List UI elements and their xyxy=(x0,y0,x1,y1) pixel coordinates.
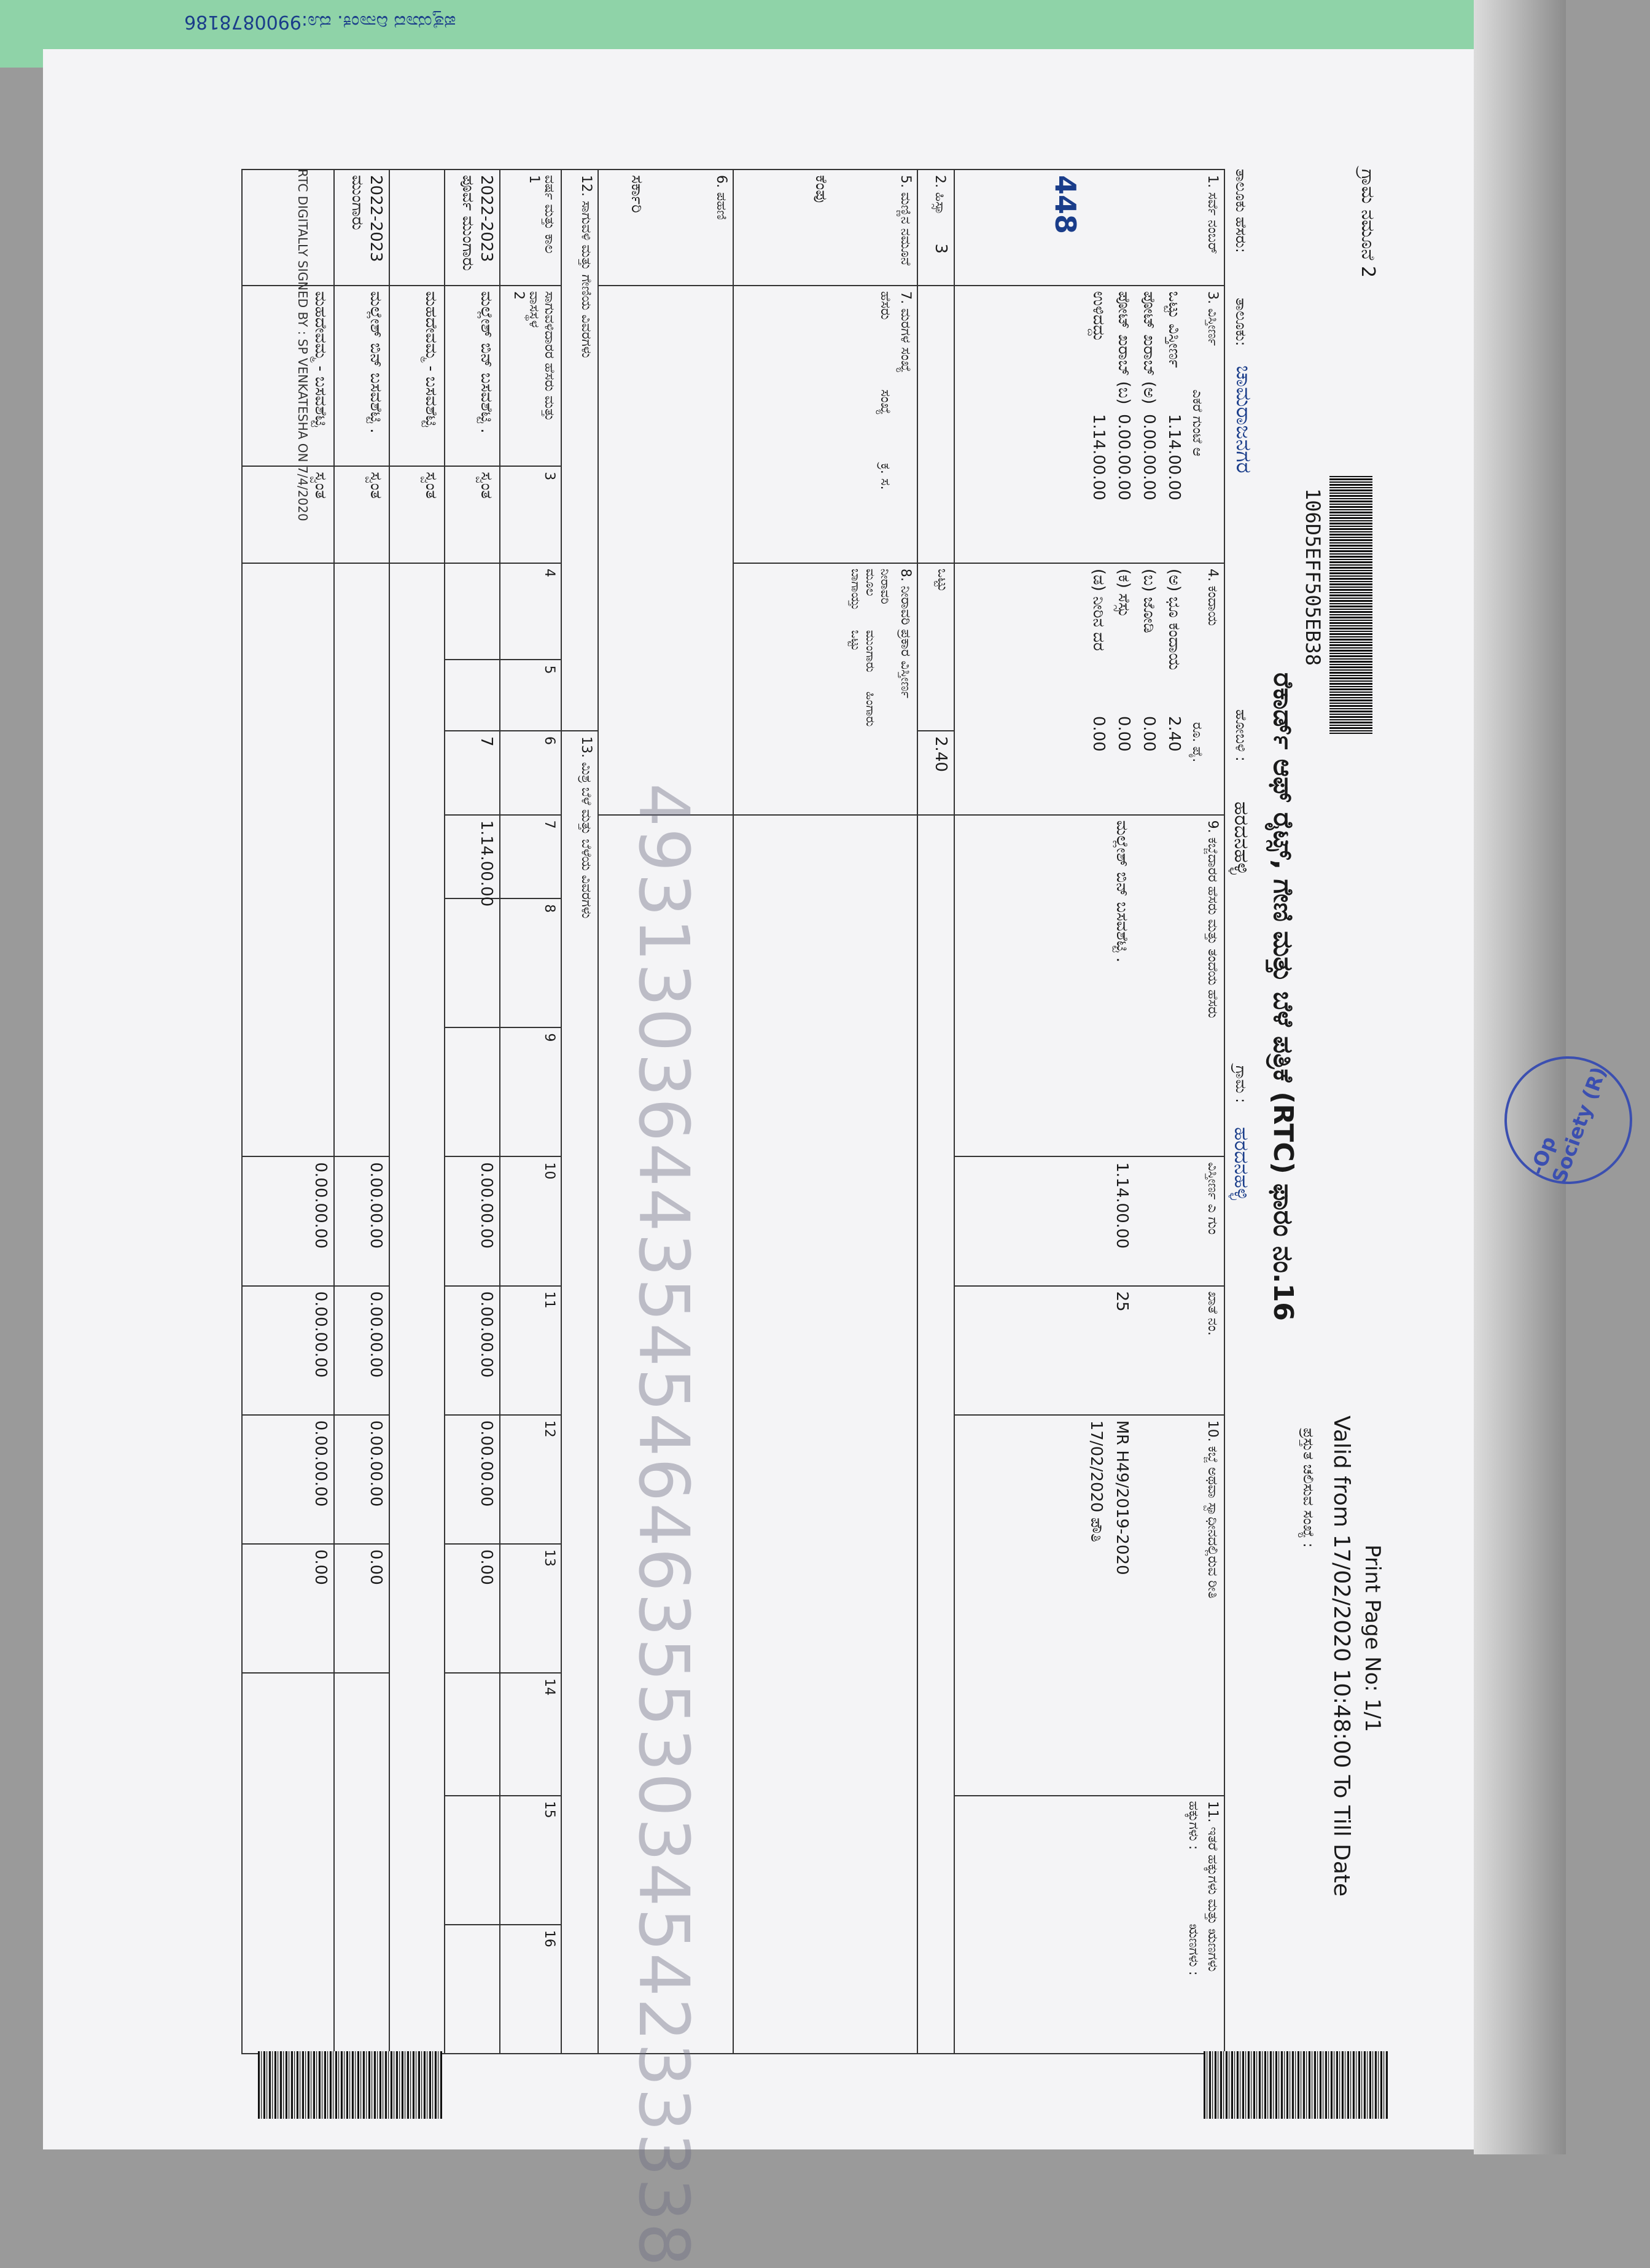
qr-code-right xyxy=(1204,2051,1388,2119)
revenue-cell: 4. ಕಂದಾಯ ರೂ. ಪೈ. (ಅ) ಭೂ ಕಂದಾಯ2.40 (ಬ) ಜೋಡಿ0.00 (ಕ) ಸೆಸ್ಸು0.00 (ಡ) ನೀರಿನ ದರ0.00 xyxy=(954,563,1224,815)
irrigation-cell: 8. ನೀರಾವರಿ ಪ್ರಕಾರ ವಿಸ್ತೀರ್ಣ ನೀರಾವರಿ ಮೂಲಮುಂಗಾರುಹಿಂಗಾರು ಬಾಗಾಯ್ತುಒಟ್ಟು xyxy=(733,563,917,815)
pahani-cell: 6. ಪಹಣಿ ಸರ್ಕಾರಿ xyxy=(598,170,733,286)
document-sheet xyxy=(43,49,1474,2268)
mutation-number: MR H49/2019-2020 xyxy=(1113,1420,1131,1575)
barcode-text: 106D5EFF505EB38 xyxy=(1301,488,1325,666)
owner-area: 1.14.00.00 xyxy=(1113,1162,1131,1249)
qr-code-left xyxy=(258,2051,442,2119)
area-remaining: 1.14.00.00 xyxy=(1089,414,1108,501)
area-cell: 3. ವಿಸ್ತೀರ್ಣ ಎಕರೆ ಗುಂಟೆ ಆ ಒಟ್ಟು ವಿಸ್ತೀರ್ಣ1.14.00.00 ಪೋಟ್ ಖರಾಬ್ (ಅ)0.00.00.00 ಪೋಟ್ ಖರಾಬ್ (ಬ)0.00.00.00 ಉಳಿದದ್ದು1.14.00.00 xyxy=(954,286,1224,563)
rights-cell: 11. ಇತರೆ ಹಕ್ಕುಗಳು ಮತ್ತು ಋಣಗಳು ಹಕ್ಕುಗಳು :ಋಣಗಳು : xyxy=(954,1796,1224,2054)
watermark-number: 493130364435454646355303454233338 xyxy=(623,783,703,2268)
form-title: ರೆಕಾರ್ಡ್ ಆಫ್ ರೈಟ್ಸ್, ಗೇಣಿ ಮತ್ತು ಬೆಳೆ ಪತ್ರಿಕೆ (RTC) ಫಾರಂ ನಂ.16 xyxy=(1267,672,1299,1321)
rtc-table: 1. ಸರ್ವೆ ನಂಬರ್ 448 3. ವಿಸ್ತೀರ್ಣ ಎಕರೆ ಗುಂಟೆ ಆ ಒಟ್ಟು ವಿಸ್ತೀರ್ಣ1.14.00.00 ಪೋಟ್ ಖರಾಬ್ (ಅ)0.00.00.00 ಪೋಟ್ ಖರಾಬ್ (ಬ)0.00.00.00 ಉಳಿದದ್ದು1.14.00.00 4. ಕಂದಾಯ ರೂ. ಪೈ. (ಅ) ಭೂ ಕಂದಾಯ2.40 (ಬ) ಜೋಡಿ0.00 (ಕ) ಸೆಸ್ಸು0.00 (ಡ) ನೀರಿನ ದರ0.00 9. ಕಬ್ಜೆದಾರರ ಹೆಸರು ಮತ್ತು ತಂದೆಯ ಹೆಸರು ಮಲ್ಲೇಶ್ ಬಿನ್ ಬಸವಶೆಟ್ಟಿ . ವಿಸ್ತೀರ್ಣ ಎ ಗುಂ 1.14.00.00 ಖಾತೆ ನಂ. 25 10. ಕಬ್ಜೆ ಅಥವಾ ಸ್ವಾಧೀನದಲ್ಲಿರುವ ರೀತಿ MR H49/2019-2020 17/02/2020 ಪೌತಿ 11. ಇತರೆ ಹಕ್ಕುಗಳು ಮತ್ತು ಋಣಗಳು ಹಕ್ಕುಗಳು :ಋಣಗಳು : 2. ಹಿಸ್ಸಾ 3 ಒಟ್ಟು 2.40 5. ಮಣ್ಣಿನ ನಮೂನೆ ಕೆಂಪು 7. ಮರಗಳ ಸಂಖ್ಯೆ ಹೆಸರುಸಂಖ್ಯೆಕ್ರ. ಸ. 8. ನೀರಾವರಿ ಪ್ರಕಾರ ವಿಸ್ತೀರ್ಣ ನೀರಾವರಿ ಮೂಲಮುಂಗಾರುಹಿಂಗಾರು ಬಾಗಾಯ್ತುಒಟ್ಟು 6. ಪಹಣಿ ಸರ್ಕಾರಿ 12. ಸಾಗುವಳಿ ಮತ್ತು ಗೇಣಿಯ ವಿವರಗಳು 13. ಮಿಶ್ರ ಬೆಳೆ ಮತ್ತು ಬೆಳೆಯ ವಿವರಗಳು ವರ್ಷ ಮತ್ತು ಕಾಲ 1 ಸಾಗುವಳಿದಾರರ ಹೆಸರು ಮತ್ತು ವಾಸಸ್ಥಳ 2 3 4 5 6 7 8 9 10 11 12 13 14 15 16 2022-2023 ಪೂರ್ವ ಮುಂಗಾರು ಮಲ್ಲೇಶ್ ಬಿನ್ ಬಸವಶೆಟ್ಟಿ . ಸ್ವಂತ 7 1.14.00.00 0.00.00.00 0.00.00.00 0.00.00.00 0.00 ಮಹದೇವಮ್ಮ - ಬಸವಶೆಟ್ಟಿ ಸ್ವಂತ 2022-2023 ಮುಂಗಾರು ಮಲ್ಲೇಶ್ ಬಿನ್ ಬಸವಶೆಟ್ಟಿ . ಸ್ವಂತ 0.00.00.00 0.00.00.00 0.00.00.00 0.00 ಮಹದೇವಮ್ಮ - ಬಸವಶೆಟ್ಟಿ ಸ್ವಂತ 0.00.00.00 0.00.00.00 0.00.00.00 0.00 xyxy=(241,169,1225,2054)
grama-value: ಹರದನಹಳ್ಳಿ xyxy=(1230,1127,1253,1201)
revenue-total: 2.40 xyxy=(932,736,950,772)
grama-label: ಗ್ರಾಮ : xyxy=(1232,1066,1250,1104)
owner-cell: 9. ಕಬ್ಜೆದಾರರ ಹೆಸರು ಮತ್ತು ತಂದೆಯ ಹೆಸರು ಮಲ್ಲೇಶ್ ಬಿನ್ ಬಸವಶೆಟ್ಟಿ . xyxy=(954,815,1224,1157)
print-page: Print Page No: 1/1 xyxy=(1360,1545,1385,1732)
crop-row: ಮಹದೇವಮ್ಮ - ಬಸವಶೆಟ್ಟಿ ಸ್ವಂತ xyxy=(389,170,445,2054)
crop-row: 2022-2023 ಪೂರ್ವ ಮುಂಗಾರು ಮಲ್ಲೇಶ್ ಬಿನ್ ಬಸವಶೆಟ್ಟಿ . ಸ್ವಂತ 7 1.14.00.00 0.00.00.00 0.00.00.00 0.00.00.00 0.00 xyxy=(445,170,500,2054)
handwritten-note: ಪತ್ತೆಯಾದ ದಿನಾಂಕ. ದೂ:9900878186 xyxy=(184,11,456,33)
hissa-number: 3 xyxy=(932,243,950,254)
crop-row: 2022-2023 ಮುಂಗಾರು ಮಲ್ಲೇಶ್ ಬಿನ್ ಬಸವಶೆಟ್ಟಿ . ಸ್ವಂತ 0.00.00.00 0.00.00.00 0.00.00.00 0.00 xyxy=(334,170,389,2054)
khata-number: 25 xyxy=(1113,1291,1131,1312)
valid-period: Valid from 17/02/2020 10:48:00 To Till Date xyxy=(1329,1416,1354,1897)
rtc-form xyxy=(286,169,1397,2268)
cultivation-section: 12. ಸಾಗುವಳಿ ಮತ್ತು ಗೇಣಿಯ ವಿವರಗಳು xyxy=(561,170,598,731)
pot-kharab-a: 0.00.00.00 xyxy=(1140,414,1158,501)
survey-number: 448 xyxy=(1049,175,1082,235)
crop-head-row: ವರ್ಷ ಮತ್ತು ಕಾಲ 1 ಸಾಗುವಳಿದಾರರ ಹೆಸರು ಮತ್ತು ವಾಸಸ್ಥಳ 2 3 4 5 6 7 8 9 10 11 12 13 14 15 16 xyxy=(500,170,561,2054)
mutation-date: 17/02/2020 ಪೌತಿ xyxy=(1087,1420,1105,1542)
pot-kharab-b: 0.00.00.00 xyxy=(1115,414,1133,501)
hobli-value: ಹರದನಹಳ್ಳಿ xyxy=(1230,801,1253,875)
digital-signature-footer: RTC DIGITALLY SIGNED BY : SP VENKATESHA ON 7/4/2020 xyxy=(295,169,310,521)
form-header xyxy=(1225,169,1397,2054)
district-label: ತಾಲೂಕು ಹೆಸರು: xyxy=(1232,169,1250,253)
mutation-cell: 10. ಕಬ್ಜೆ ಅಥವಾ ಸ್ವಾಧೀನದಲ್ಲಿರುವ ರೀತಿ MR H49/2019-2020 17/02/2020 ಪೌತಿ xyxy=(954,1415,1224,1796)
area-total: 1.14.00.00 xyxy=(1165,414,1183,501)
hissa-cell: 2. ಹಿಸ್ಸಾ 3 xyxy=(917,170,954,286)
taluk-label: ತಾಲೂಕು: xyxy=(1232,298,1250,346)
crop-row: ಮಹದೇವಮ್ಮ - ಬಸವಶೆಟ್ಟಿ ಸ್ವಂತ 0.00.00.00 0.00.00.00 0.00.00.00 0.00 xyxy=(242,170,334,2054)
barcode xyxy=(1329,476,1372,734)
pahani-value: ಸರ್ಕಾರಿ xyxy=(628,175,646,213)
trees-cell: 7. ಮರಗಳ ಸಂಖ್ಯೆ ಹೆಸರುಸಂಖ್ಯೆಕ್ರ. ಸ. xyxy=(733,286,917,563)
taluk-value: ಚಾಮರಾಜನಗರ xyxy=(1231,365,1256,473)
hobli-label: ಹೋಬಳಿ : xyxy=(1232,709,1250,762)
owner-name: ಮಲ್ಲೇಶ್ ಬಿನ್ ಬಸವಶೆಟ್ಟಿ . xyxy=(1113,820,1131,963)
soil-type: ಕೆಂಪು xyxy=(812,175,830,203)
khata-cell: ಖಾತೆ ನಂ. 25 xyxy=(954,1286,1224,1415)
soil-cell: 5. ಮಣ್ಣಿನ ನಮೂನೆ ಕೆಂಪು xyxy=(733,170,917,286)
survey-number-cell: 1. ಸರ್ವೆ ನಂಬರ್ 448 xyxy=(954,170,1224,286)
crop-section: 13. ಮಿಶ್ರ ಬೆಳೆ ಮತ್ತು ಬೆಳೆಯ ವಿವರಗಳು xyxy=(561,731,598,2054)
society-stamp: -Op Society (R) xyxy=(1487,1039,1650,1202)
owner-area-cell: ವಿಸ್ತೀರ್ಣ ಎ ಗುಂ 1.14.00.00 xyxy=(954,1156,1224,1285)
khata-label: ಪ್ರಸ್ತುತ ಚಲಿಸುವ ಸಂಖ್ಯೆ : xyxy=(1300,1428,1317,1548)
form-code: ಗ್ರಾಮ ನಮೂನೆ 2 xyxy=(1357,169,1379,278)
